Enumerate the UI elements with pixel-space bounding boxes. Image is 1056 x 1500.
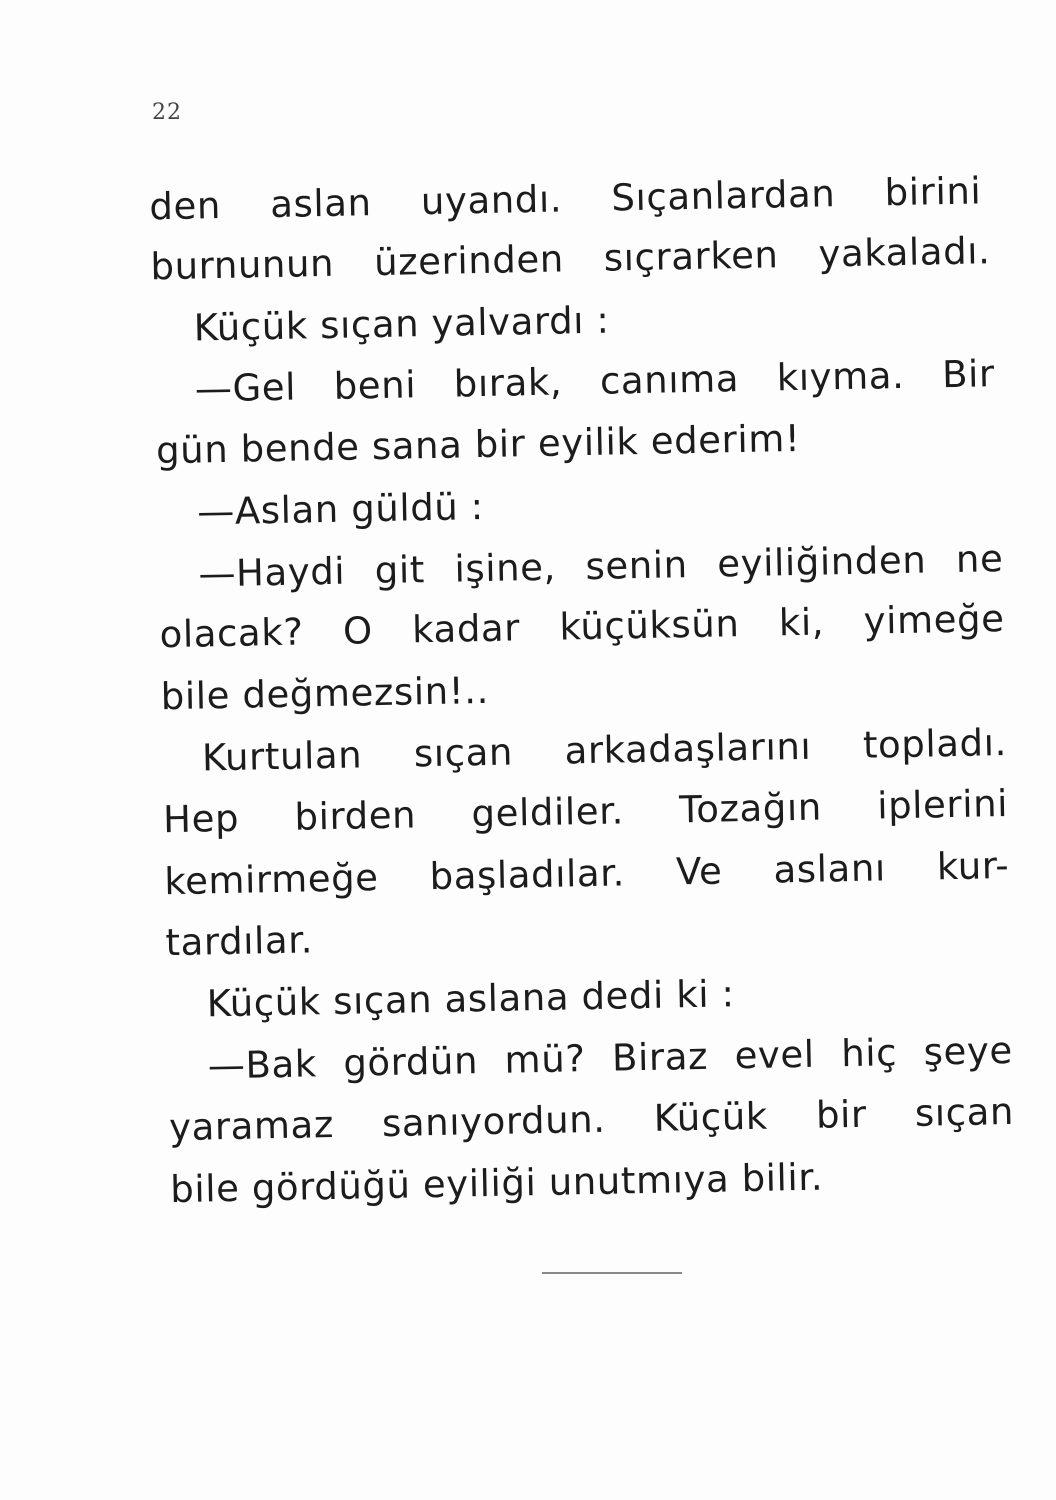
text-line: —Bak gördün mü? Biraz evel hiç şeye: [207, 1028, 1014, 1088]
text-line: olacak? O kadar küçüksün ki, yimeğe: [159, 597, 1005, 657]
text-line: gün bende sana bir eyilik ederim!: [155, 416, 801, 473]
text-line: Kurtulan sıçan arkadaşlarını topladı.: [201, 721, 1008, 780]
page-number: 22: [152, 100, 182, 125]
text-line: bile değmezsin!..: [160, 668, 490, 719]
text-line: bile gördüğü eyiliği unutmıya bilir.: [169, 1155, 824, 1212]
text-line: den aslan uyandı. Sıçanlardan birini: [148, 169, 982, 229]
text-line: —Gel beni bırak, canıma kıyma. Bir: [194, 352, 996, 411]
text-line: yaramaz sanıyordun. Küçük bir sıçan: [168, 1089, 1015, 1150]
text-line: kemirmeğe başladılar. Ve aslanı kur-: [163, 843, 1010, 904]
text-line: burnunun üzerinden sıçrarken yakaladı.: [150, 229, 991, 289]
text-line: Küçük sıçan aslana dedi ki :: [206, 972, 735, 1026]
text-line: Küçük sıçan yalvardı :: [193, 298, 610, 350]
text-line: —Haydi git işine, senin eyiliğinden ne: [198, 537, 1004, 596]
text-line: tardılar.: [165, 918, 314, 965]
section-divider: [542, 1272, 682, 1274]
text-line: Hep birden geldiler. Tozağın iplerini: [162, 782, 1009, 842]
text-line: —Aslan güldü :: [196, 485, 485, 534]
